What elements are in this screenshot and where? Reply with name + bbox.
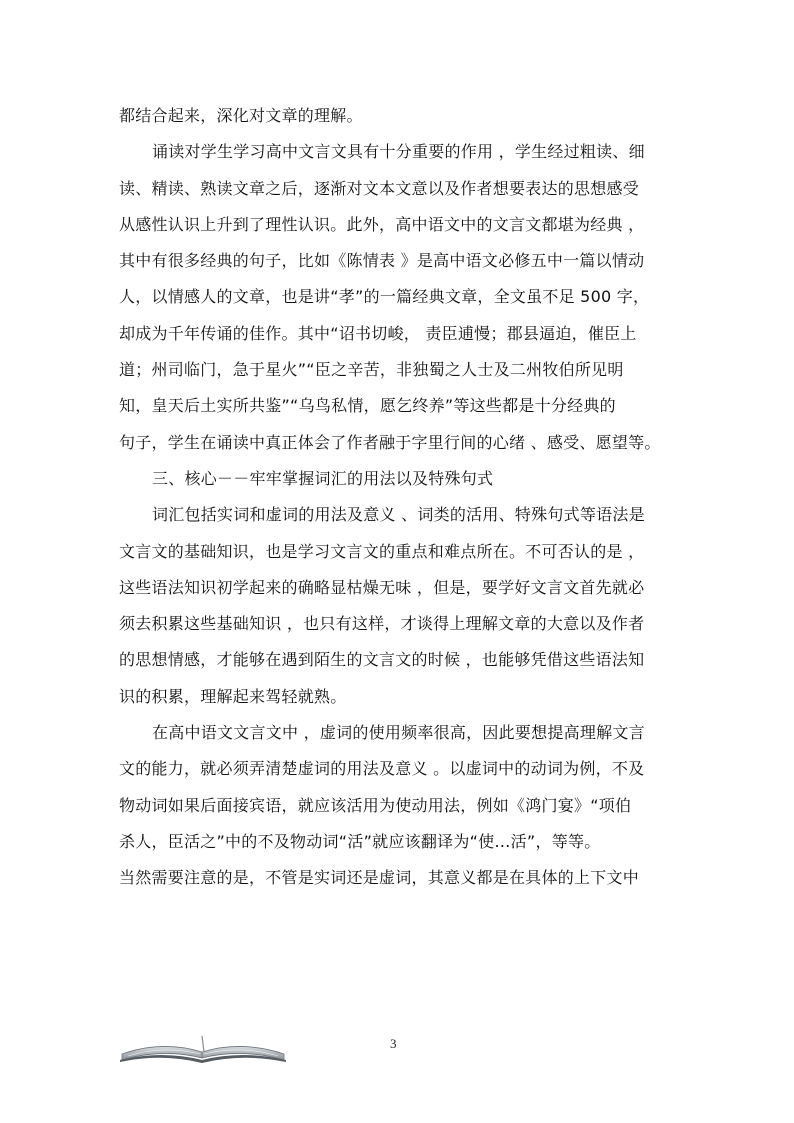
open-book-icon bbox=[118, 1030, 288, 1064]
text-line: 却成为千年传诵的佳作。其中“诏书切峻， 责臣逋慢；郡县逼迫，催臣上 bbox=[119, 323, 637, 343]
text-line: 识的积累，理解起来驾轻就熟。 bbox=[119, 686, 347, 706]
text-line: 在高中语文文言文中 ，虚词的使用频率很高，因此要想提高理解文言 bbox=[152, 723, 645, 743]
text-line: 从感性认识上升到了理性认识。此外，高中语文中的文言文都堪为经典 ， bbox=[119, 214, 645, 234]
text-line: 须去积累这些基础知识 ，也只有这样，才谈得上理解文章的大意以及作者 bbox=[119, 614, 645, 634]
text-line: 句子，学生在诵读中真正体会了作者融于字里行间的心绪 、感受、愿望等。 bbox=[119, 432, 661, 452]
text-line: 其中有很多经典的句子，比如《陈情表 》是高中语文必修五中一篇以情动 bbox=[119, 251, 645, 271]
text-line: 人，以情感人的文章，也是讲“孝”的一篇经典文章，全文虽不足 500 字， bbox=[119, 287, 650, 307]
text-line: 文的能力，就必须弄清楚虚词的用法及意义 。以虚词中的动词为例，不及 bbox=[119, 759, 645, 779]
text-line: 诵读对学生学习高中文言文具有十分重要的作用 ，学生经过粗读、细 bbox=[152, 142, 645, 162]
text-line: 当然需要注意的是，不管是实词还是虚词，其意义都是在具体的上下文中 bbox=[119, 868, 640, 888]
text-line: 的思想情感，才能够在遇到陌生的文言文的时候 ，也能够凭借这些语法知 bbox=[119, 650, 645, 670]
text-line: 三、核心－－牢牢掌握词汇的用法以及特殊句式 bbox=[152, 468, 494, 488]
body-text bbox=[119, 98, 679, 897]
text-line: 读、精读、熟读文章之后，逐渐对文本文意以及作者想要表达的思想感受 bbox=[119, 178, 640, 198]
text-line: 道；州司临门，急于星火”“臣之辛苦，非独蜀之人士及二州牧伯所见明 bbox=[119, 360, 624, 380]
text-line: 都结合起来，深化对文章的理解。 bbox=[119, 106, 363, 125]
text-line: 知，皇天后土实所共鉴”“乌鸟私情，愿乞终养”等这些都是十分经典的 bbox=[119, 396, 616, 416]
page-number: 3 bbox=[390, 1036, 397, 1051]
text-line: 这些语法知识初学起来的确略显枯燥无味 ，但是，要学好文言文首先就必 bbox=[119, 577, 645, 597]
text-line: 词汇包括实词和虚词的用法及意义 、词类的活用、特殊句式等语法是 bbox=[152, 505, 645, 525]
text-line: 物动词如果后面接宾语，就应该活用为使动用法，例如《鸿门宴》“项伯 bbox=[119, 795, 632, 815]
text-line: 文言文的基础知识，也是学习文言文的重点和难点所在。不可否认的是 ， bbox=[119, 541, 645, 561]
text-line: 杀人，臣活之”中的不及物动词“活”就应该翻译为“使…活”，等等。 bbox=[119, 831, 601, 851]
